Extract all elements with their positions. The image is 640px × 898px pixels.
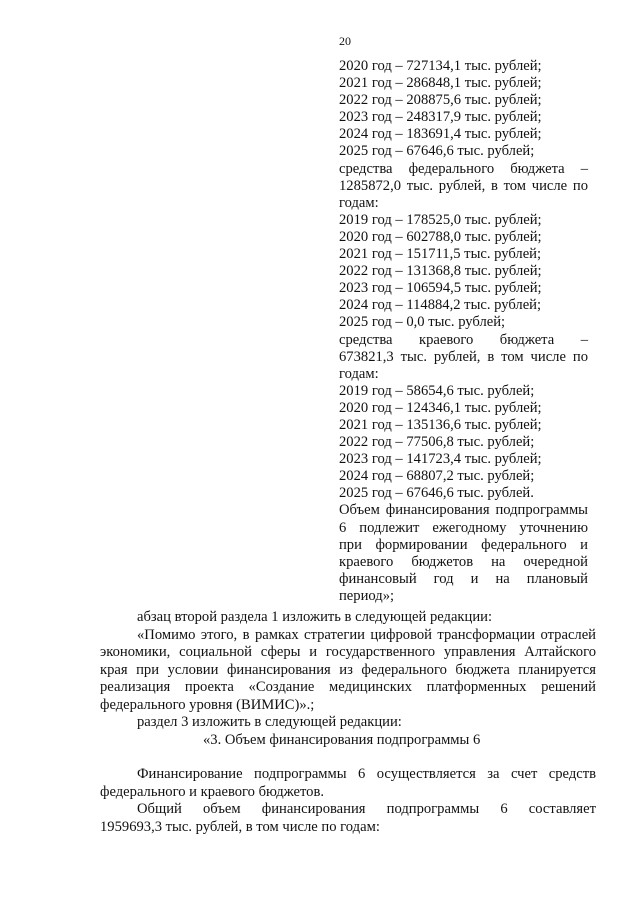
paragraph-line: 1959693,3 тыс. рублей, в том числе по годам: xyxy=(100,818,380,835)
column-line: 2019 год – 178525,0 тыс. рублей; xyxy=(339,211,542,228)
column-line: 2024 год – 114884,2 тыс. рублей; xyxy=(339,297,542,314)
section-body xyxy=(100,766,596,836)
column-line: Объем финансирования подпрограммы xyxy=(339,502,588,519)
paragraph-line: «Помимо этого, в рамках стратегии цифровой трансформации отраслей xyxy=(137,626,596,643)
column-line: 2025 год – 67646,6 тыс. рублей. xyxy=(339,485,534,502)
section-heading: «3. Объем финансирования подпрограммы 6 xyxy=(203,731,481,748)
amendment-block xyxy=(100,609,596,749)
column-line: 2020 год – 727134,1 тыс. рублей; xyxy=(339,58,542,74)
column-line: 2022 год – 208875,6 тыс. рублей; xyxy=(339,92,542,109)
column-line: 2021 год – 151711,5 тыс. рублей; xyxy=(339,246,542,263)
column-line: 2022 год – 131368,8 тыс. рублей; xyxy=(339,263,542,280)
column-line: 2022 год – 77506,8 тыс. рублей; xyxy=(339,434,535,451)
column-line: 2025 год – 0,0 тыс. рублей; xyxy=(339,314,506,331)
column-line: 2019 год – 58654,6 тыс. рублей; xyxy=(339,382,535,399)
paragraph-line: федерального и краевого бюджетов. xyxy=(100,783,325,800)
column-line: 2020 год – 602788,0 тыс. рублей; xyxy=(339,228,542,245)
column-line: 2025 год – 67646,6 тыс. рублей; xyxy=(339,143,535,160)
column-line: 2023 год – 141723,4 тыс. рублей; xyxy=(339,451,542,468)
column-line: годам: xyxy=(339,194,379,211)
paragraph-line: реализация проекта «Создание медицинских платформенных решений xyxy=(100,679,596,695)
column-line: 2023 год – 248317,9 тыс. рублей; xyxy=(339,109,542,126)
paragraph-line: края при условии финансирования из федерального бюджета планируется xyxy=(100,661,596,678)
column-line: 2024 год – 183691,4 тыс. рублей; xyxy=(339,126,542,143)
column-line: при формировании федерального и xyxy=(339,536,588,553)
column-line: 1285872,0 тыс. рублей, в том числе по xyxy=(339,177,588,194)
column-line: 2020 год – 124346,1 тыс. рублей; xyxy=(339,399,542,416)
column-line: период»; xyxy=(339,587,395,604)
paragraph-line: раздел 3 изложить в следующей редакции: xyxy=(137,714,402,730)
column-line: 6 подлежит ежегодному уточнению xyxy=(339,519,588,536)
column-line: 2021 год – 286848,1 тыс. рублей; xyxy=(339,75,542,92)
paragraph-line: федерального уровня (ВИМИС)».; xyxy=(100,696,315,713)
column-line: краевого бюджетов на очередной xyxy=(339,553,588,570)
column-line: 2021 год – 135136,6 тыс. рублей; xyxy=(339,416,542,433)
column-line: средства краевого бюджета – xyxy=(339,331,588,348)
column-line: годам: xyxy=(339,365,379,382)
column-line: 2023 год – 106594,5 тыс. рублей; xyxy=(339,280,542,297)
funding-column xyxy=(339,58,588,605)
paragraph-line: Общий объем финансирования подпрограммы 6 составляет xyxy=(137,801,596,817)
paragraph-line: Финансирование подпрограммы 6 осуществляется за счет средств xyxy=(137,766,596,782)
column-line: 673821,3 тыс. рублей, в том числе по xyxy=(339,348,588,365)
column-line: 2024 год – 68807,2 тыс. рублей; xyxy=(339,468,535,485)
column-line: финансовый год и на плановый xyxy=(339,570,588,587)
paragraph-line: абзац второй раздела 1 изложить в следующей редакции: xyxy=(137,609,493,625)
page-number: 20 xyxy=(339,34,351,48)
column-line: средства федерального бюджета – xyxy=(339,160,588,177)
paragraph-line: экономики, социальной сферы и государственного управления Алтайского xyxy=(100,644,596,660)
